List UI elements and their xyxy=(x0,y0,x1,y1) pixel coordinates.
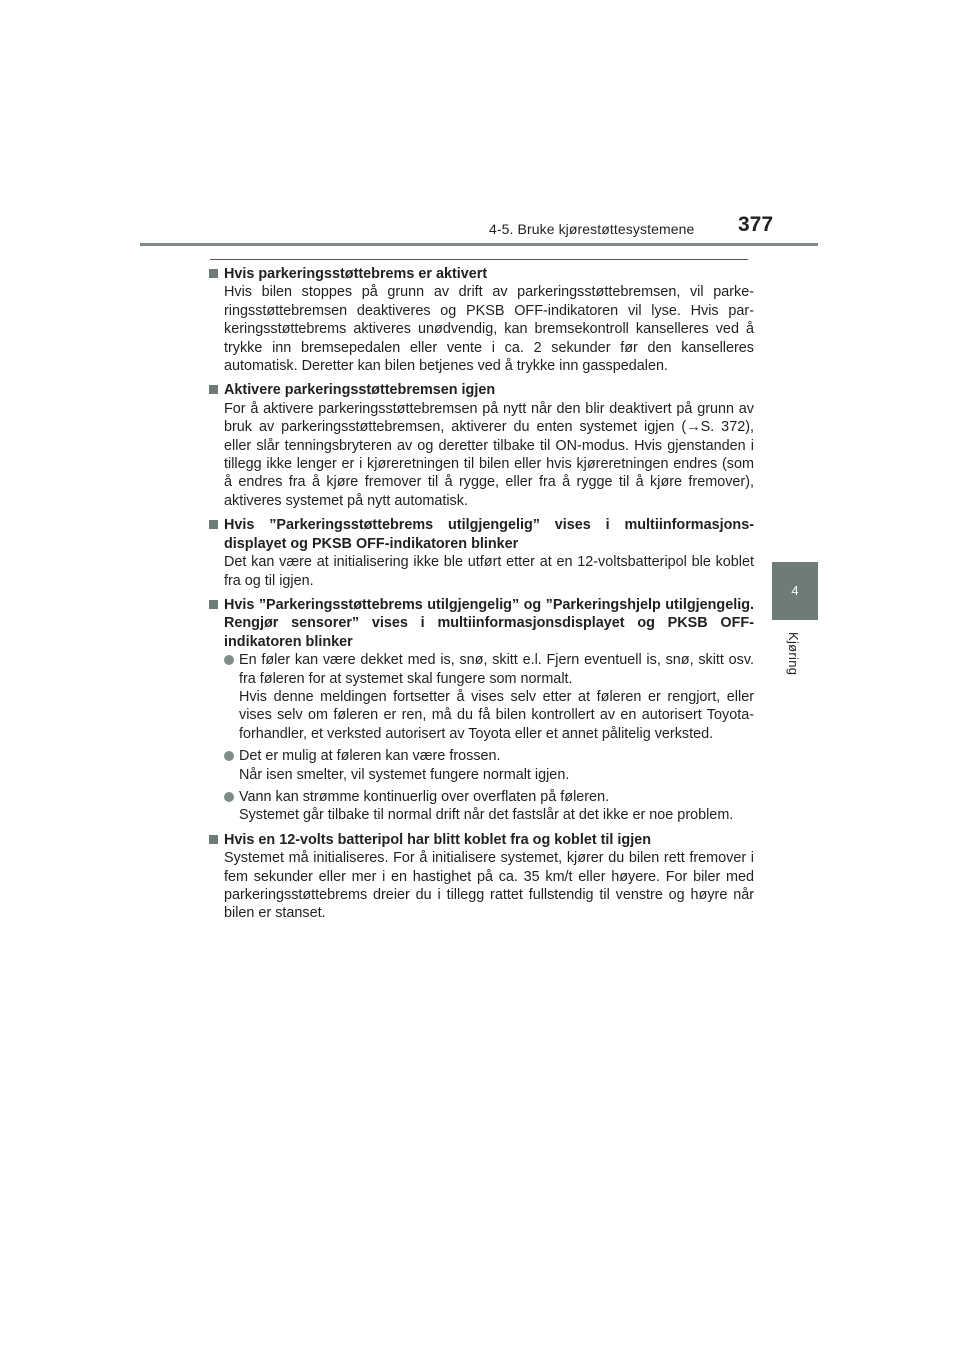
header-divider xyxy=(140,243,818,246)
page-content xyxy=(209,265,754,929)
section-battery-reconnect xyxy=(209,831,754,923)
list-item xyxy=(209,651,754,743)
section-title-text: Aktivere parkeringsstøttebremsen igjen xyxy=(224,382,496,399)
circle-bullet-icon xyxy=(224,751,234,761)
section-title xyxy=(209,265,754,283)
bullet-text: Det er mulig at føleren kan være frossen. xyxy=(239,748,501,765)
bullet-text: Når isen smelter, vil systemet fungere normalt igjen. xyxy=(239,766,570,783)
section-title xyxy=(209,831,754,849)
section-body: Det kan være at initialisering ikke ble utført etter at en 12-voltsbatteripol ble koblet fra og til igjen. xyxy=(224,554,754,589)
section-brake-unavailable xyxy=(209,516,754,590)
section-title xyxy=(209,516,754,553)
bullet-text: Vann kan strømme kontinuerlig over overflaten på føleren. xyxy=(239,788,610,805)
section-title xyxy=(209,596,754,651)
bullet-text: En føler kan være dekket med is, snø, skitt e.l. Fjern eventuell is, snø, skitt osv. fra føleren for at systemet skal fungere som normalt. xyxy=(239,652,754,687)
circle-bullet-icon xyxy=(224,655,234,665)
square-bullet-icon xyxy=(209,385,218,394)
section-title-text: Hvis parkeringsstøttebrems er aktivert xyxy=(224,266,488,282)
list-item xyxy=(209,747,754,784)
section-body: Hvis bilen stoppes på grunn av drift av parkeringsstøttebremsen, vil parkeringsstøttebremsen deaktiveres og PKSB OFF-indikatoren vil lyse. Hvis parkeringsstøttebrems aktiveres unødvendig, kan bremsekontroll kanselleres ved å trykke inn bremsepedalen eller vente i ca. 2 sekunder før den kanselleres automatisk. Deretter kan bilen betjenes ved å trykke inn gasspedalen. xyxy=(224,284,754,375)
square-bullet-icon xyxy=(209,520,218,529)
section-title-text: Hvis en 12-volts batteripol har blitt koblet fra og koblet til igjen xyxy=(224,831,651,848)
square-bullet-icon xyxy=(209,269,218,278)
chapter-tab[interactable]: 4 xyxy=(772,562,818,620)
bullet-text: Hvis denne meldingen fortsetter å vises selv etter at føleren er rengjort, eller vises selv om føleren er ren, må du få bilen kontrollert av en autorisert Toyota-forhandler, et verksted autorisert av Toyota eller et annet pålitelig verksted. xyxy=(239,688,754,742)
page-number: 377 xyxy=(738,213,774,236)
section-body: For å aktivere parkeringsstøttebremsen på nytt når den blir deaktivert på grunn av bruk av parkeringsstøttebremsen, aktiverer du enten systemet igjen (→S. 372), eller slår tenningsbryteren av og deretter tilbake til ON-modus. Hvis gjenstanden i tillegg ikke lenger er i kjøreretningen til bilen eller hvis kjøreretningen endres (som å endres fra å kjøre fremover til å rygge, eller fra å rygge til å kjøre fremover), aktiveres systemet på nytt automatisk. xyxy=(224,400,754,509)
section-title-text: Hvis ”Parkeringsstøttebrems utilgjengelig” vises i multiinformasjonsdisplayet og PKSB OFF-indikatoren blinker xyxy=(224,517,754,552)
square-bullet-icon xyxy=(209,835,218,844)
circle-bullet-icon xyxy=(224,792,234,802)
section-title-text: Hvis ”Parkeringsstøttebrems utilgjengelig” og ”Parkeringshjelp utilgjengelig. Rengjør sensorer” vises i multiinformasjonsdisplayet og PKSB OFF-indikatoren blinker xyxy=(224,596,754,650)
section-title xyxy=(209,381,754,399)
header-section-title: 4-5. Bruke kjørestøttesystemene xyxy=(489,221,695,237)
chapter-tab-label: Kjøring xyxy=(786,632,801,676)
section-clean-sensors xyxy=(209,596,754,825)
list-item xyxy=(209,788,754,825)
bullet-text: Systemet går tilbake til normal drift når det fastslår at det ikke er noe problem. xyxy=(239,807,734,824)
section-reactivate-brake xyxy=(209,381,754,510)
section-body: Systemet må initialiseres. For å initialisere systemet, kjører du bilen rett fremover i fem sekunder eller mer i en hastighet på ca. 35 km/t eller høyere. For biler med parkeringsstøttebrems dreier du i tillegg rattet fullstendig til venstre og høyre når bilen er stanset. xyxy=(224,850,754,922)
square-bullet-icon xyxy=(209,600,218,609)
section-parking-brake-active xyxy=(209,265,754,375)
content-divider xyxy=(210,259,748,260)
